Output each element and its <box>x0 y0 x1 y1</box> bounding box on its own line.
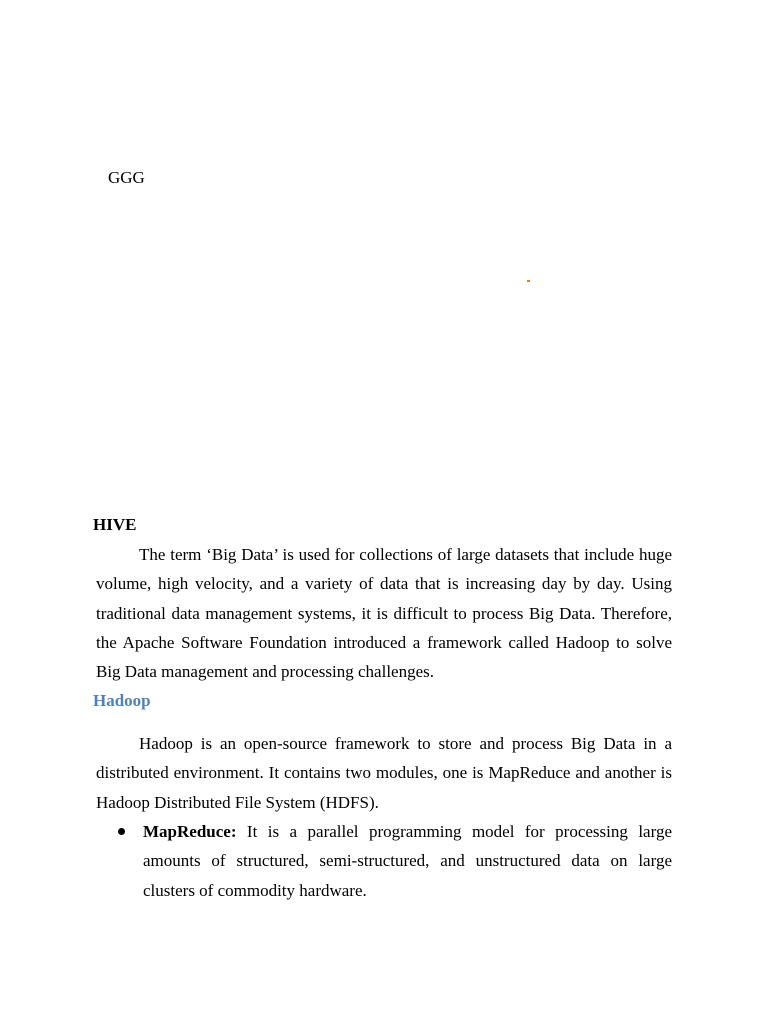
stray-orange-mark <box>527 280 530 282</box>
hadoop-paragraph: Hadoop is an open-source framework to store and process Big Data in a distributed environment. It contains two modules, one is MapReduce and another is Hadoop Distributed File System (HDFS). <box>96 734 672 812</box>
list-item-mapreduce <box>96 817 672 905</box>
bullet-term: MapReduce: <box>143 822 237 841</box>
subheading-hadoop: Hadoop <box>93 691 151 710</box>
header-fragment-text: GGG <box>108 168 145 187</box>
module-bullet-list <box>96 817 672 905</box>
section-title-hive: HIVE <box>93 515 137 534</box>
bullet-icon <box>118 828 125 835</box>
intro-paragraph: The term ‘Big Data’ is used for collections of large datasets that include huge volume, high velocity, and a variety of data that is increasing day by day. Using traditional data management systems, it is difficult to process Big Data. Therefore, the Apache Software Foundation introduced a framework called Hadoop to solve Big Data management and processing challenges. <box>96 545 672 682</box>
bullet-text: It is a parallel programming model for processing large amounts of structured, semi-structured, and unstructured data on large clusters of commodity hardware. <box>143 822 672 900</box>
